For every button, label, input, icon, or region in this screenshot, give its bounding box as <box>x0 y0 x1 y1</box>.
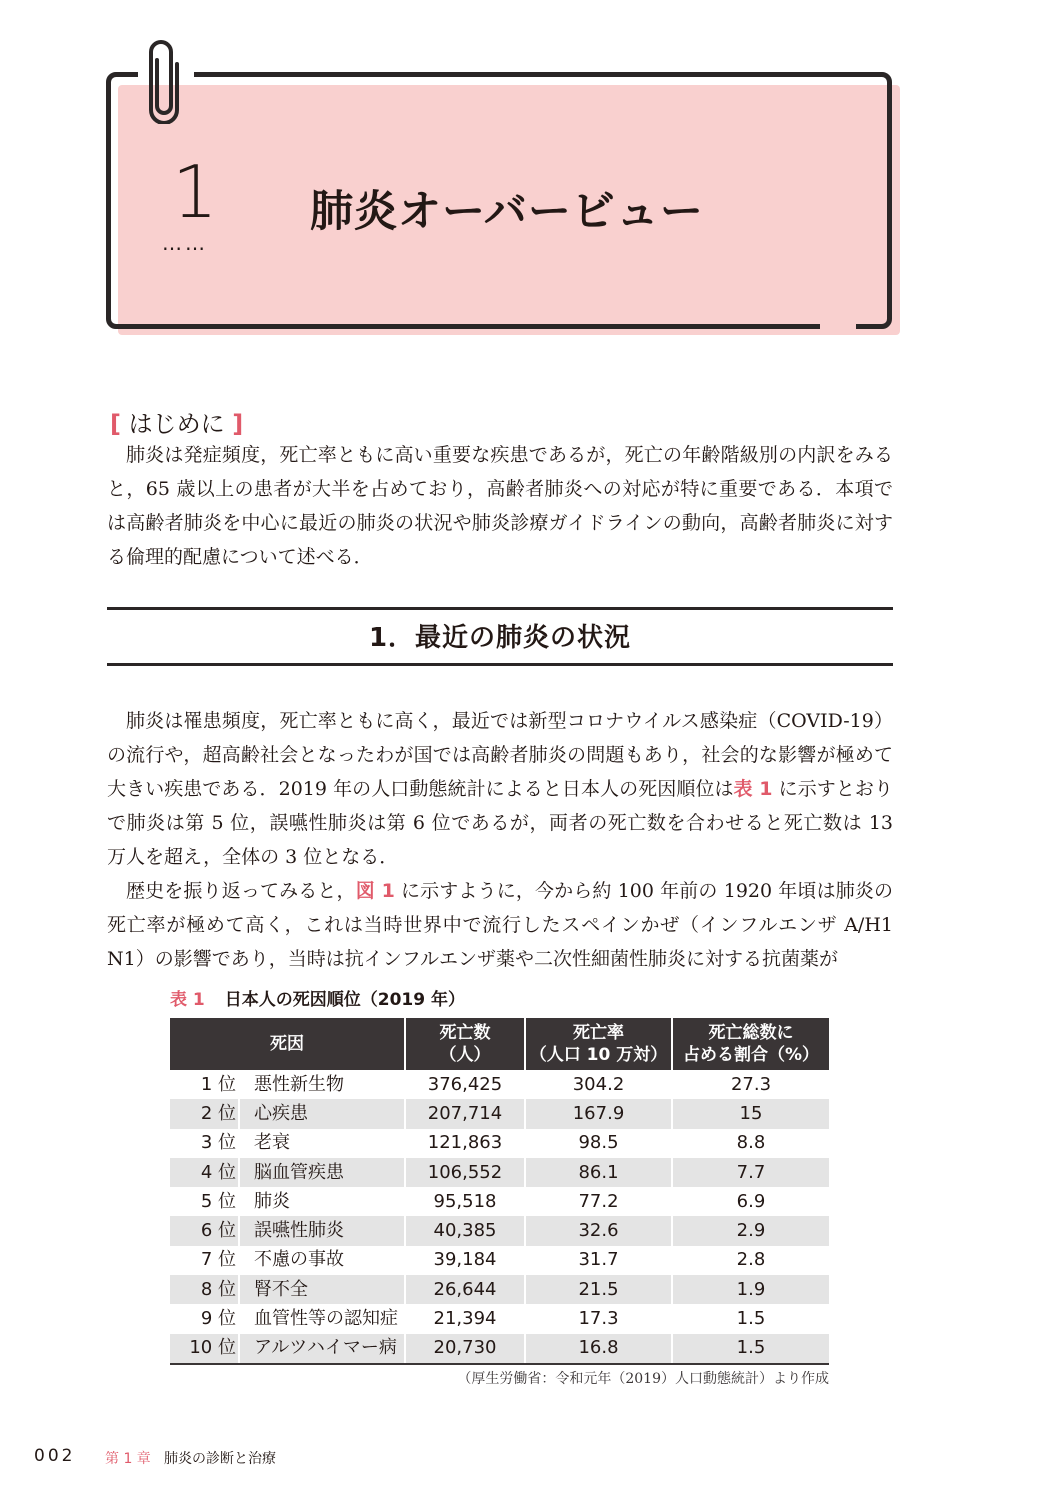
header-deaths: 死亡数 （人） <box>405 1018 525 1070</box>
frame-gap-bottom <box>820 318 856 334</box>
cause-cell: 不慮の事故 <box>239 1246 405 1275</box>
deaths-cell: 106,552 <box>405 1158 525 1187</box>
body-text: に示すように，今から約 100 年前の 1920 年頃は肺炎の死亡率が極めて高く，これは当時世界中で流行したスペインかぜ（インフルエンザ A/H1 N1）の影響であり，当時は抗インフルエンザ薬や二次性細菌性肺炎に対する抗菌薬が <box>107 880 893 970</box>
header-rate: 死亡率 （人口 10 万対） <box>525 1018 672 1070</box>
deaths-cell: 121,863 <box>405 1129 525 1158</box>
table-row <box>170 1334 829 1364</box>
header-share: 死亡総数に 占める割合（%） <box>672 1018 829 1070</box>
chapter-number: 1 <box>172 150 216 234</box>
rank-cell: 10 位 <box>170 1334 239 1364</box>
table-row <box>170 1099 829 1128</box>
rate-cell: 304.2 <box>525 1070 672 1099</box>
rank-cell: 6 位 <box>170 1216 239 1245</box>
body-paragraph-2 <box>107 874 893 976</box>
share-cell: 15 <box>672 1099 829 1128</box>
chapter-title: 肺炎オーバービュー <box>310 187 704 237</box>
share-cell: 2.9 <box>672 1216 829 1245</box>
rank-cell: 8 位 <box>170 1275 239 1304</box>
share-cell: 1.5 <box>736 1308 766 1330</box>
chapter-dots: …… <box>162 231 208 255</box>
figure-reference-link[interactable]: 図 1 <box>355 880 395 902</box>
deaths-cell: 20,730 <box>405 1334 525 1364</box>
cause-cell: 脳血管疾患 <box>239 1158 405 1187</box>
table-row <box>170 1216 829 1245</box>
rate-cell: 77.2 <box>525 1187 672 1216</box>
rate-cell: 98.5 <box>525 1129 672 1158</box>
rate-cell: 86.1 <box>525 1158 672 1187</box>
table-header-row <box>170 1018 829 1070</box>
body-text: 肺炎は罹患頻度，死亡率ともに高く，最近では新型コロナウイルス感染症（COVID-19）の流行や，超高齢社会となったわが国では高齢者肺炎の問題もあり，社会的な影響が極めて大きい疾患である．2019 年の人口動態統計によると日本人の死因順位は <box>107 710 893 800</box>
header-cause: 死因 <box>170 1018 405 1070</box>
rank-cell: 3 位 <box>170 1129 239 1158</box>
table-reference-link[interactable]: 表 1 <box>733 778 773 800</box>
cause-cell: 悪性新生物 <box>239 1070 405 1099</box>
rate-cell: 32.6 <box>525 1216 672 1245</box>
section-rule-bottom <box>107 663 893 666</box>
footer-book-title: 肺炎の診断と治療 <box>164 1451 276 1467</box>
table-source: （厚生労働省：令和元年（2019）人口動態統計）より作成 <box>457 1371 829 1387</box>
deaths-cell: 376,425 <box>405 1070 525 1099</box>
share-cell: 8.8 <box>736 1132 766 1154</box>
rank-cell: 4 位 <box>170 1158 239 1187</box>
rate-cell: 167.9 <box>525 1099 672 1128</box>
table-row <box>170 1187 829 1216</box>
table-row <box>170 1070 829 1099</box>
section-title: 1．最近の肺炎の状況 <box>368 623 632 653</box>
cause-cell: 老衰 <box>239 1129 405 1158</box>
cause-cell: 肺炎 <box>239 1187 405 1216</box>
deaths-cell: 95,518 <box>405 1187 525 1216</box>
table-row <box>170 1275 829 1304</box>
intro-heading-text: はじめに <box>128 410 225 438</box>
cause-cell: 血管性等の認知症 <box>239 1304 405 1333</box>
share-cell: 1.9 <box>672 1275 829 1304</box>
deaths-cell: 40,385 <box>405 1216 525 1245</box>
rank-cell: 5 位 <box>170 1187 239 1216</box>
paperclip-icon <box>140 40 188 124</box>
table-row <box>170 1304 829 1333</box>
deaths-cell: 21,394 <box>405 1304 525 1333</box>
page-number: 002 <box>34 1446 76 1466</box>
share-cell: 1.5 <box>672 1334 829 1364</box>
deaths-cell: 39,184 <box>405 1246 525 1275</box>
cause-cell: 心疾患 <box>239 1099 405 1128</box>
death-cause-table <box>170 1018 829 1365</box>
table-label: 表 1 <box>170 990 205 1010</box>
rank-cell: 2 位 <box>170 1099 239 1128</box>
section-body <box>107 704 893 976</box>
body-text: に示すとおりで肺炎は第 5 位，誤嚥性肺炎は第 6 位であるが，両者の死亡数を合わせると死亡数は 13 万人を超え，全体の 3 位となる． <box>107 778 893 868</box>
bracket-open: [ <box>110 410 121 438</box>
footer-chapter: 第 1 章 <box>105 1451 151 1467</box>
table-row <box>170 1246 829 1275</box>
table-title: 日本人の死因順位（2019 年） <box>224 990 465 1010</box>
cause-cell: 腎不全 <box>239 1275 405 1304</box>
bracket-close: ] <box>232 410 244 438</box>
deaths-cell: 207,714 <box>405 1099 525 1128</box>
rate-cell: 21.5 <box>525 1275 672 1304</box>
body-paragraph-1 <box>107 704 893 874</box>
intro-text: 肺炎は発症頻度，死亡率ともに高い重要な疾患であるが，死亡の年齢階級別の内訳をみると，65 歳以上の患者が大半を占めており，高齢者肺炎への対応が特に重要である．本項では高齢者肺炎を中心に最近の肺炎の状況や肺炎診療ガイドラインの動向，高齢者肺炎に対する倫理的配慮について述べる． <box>107 444 893 568</box>
intro-heading <box>110 404 243 439</box>
cause-cell: アルツハイマー病 <box>239 1334 405 1364</box>
rank-cell: 7 位 <box>170 1246 239 1275</box>
table-caption <box>170 985 465 1010</box>
share-cell: 2.8 <box>736 1249 766 1271</box>
rank-cell: 9 位 <box>170 1304 239 1333</box>
table-row <box>170 1129 829 1158</box>
section-rule-top <box>107 607 893 610</box>
rate-cell: 17.3 <box>525 1304 672 1333</box>
share-cell: 27.3 <box>730 1073 772 1095</box>
rate-cell: 31.7 <box>525 1246 672 1275</box>
table-row <box>170 1158 829 1187</box>
share-cell: 6.9 <box>736 1190 766 1212</box>
rank-cell: 1 位 <box>170 1070 239 1099</box>
cause-cell: 誤嚥性肺炎 <box>239 1216 405 1245</box>
deaths-cell: 26,644 <box>405 1275 525 1304</box>
intro-paragraph <box>107 438 893 574</box>
share-cell: 7.7 <box>672 1158 829 1187</box>
body-text: 歴史を振り返ってみると， <box>126 880 356 902</box>
rate-cell: 16.8 <box>525 1334 672 1364</box>
